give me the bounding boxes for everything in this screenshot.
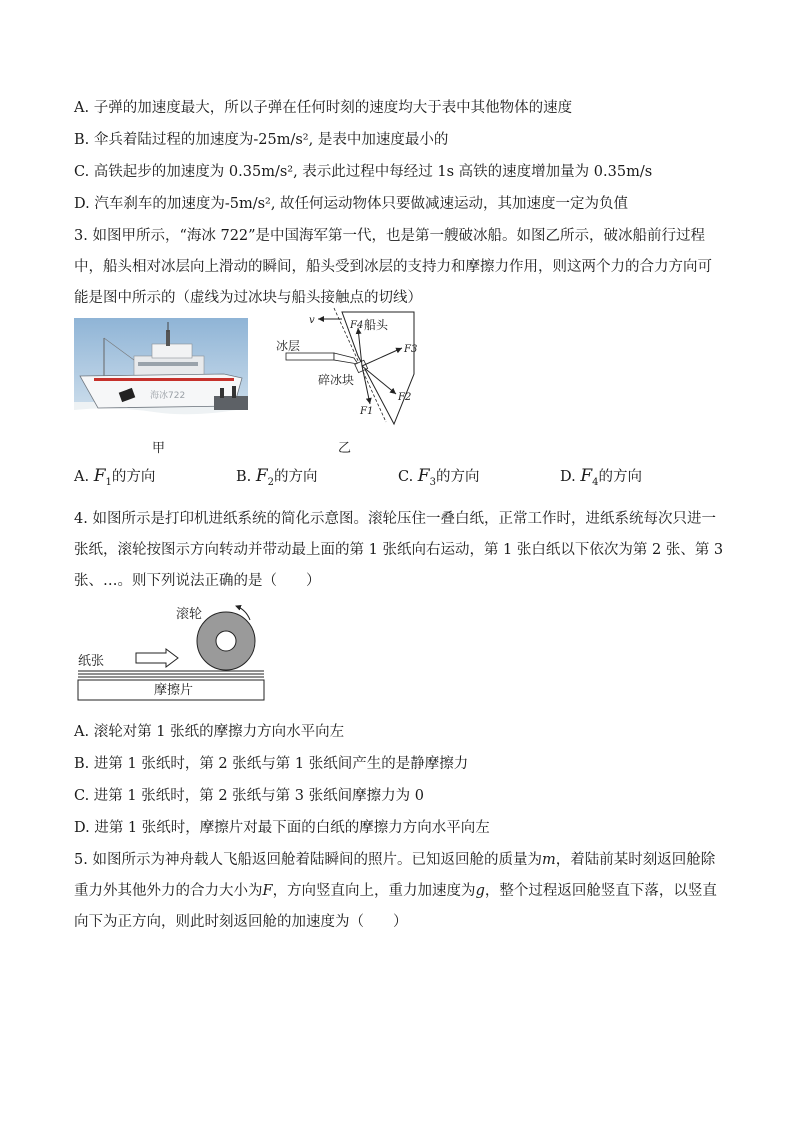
symbol-m: m — [541, 852, 556, 868]
svg-text:F4 — [349, 320, 363, 331]
prev-option-b: B. 伞兵着陆过程的加速度为-25m/s², 是表中加速度最小的 — [74, 132, 449, 148]
roller-label: 滚轮 — [176, 607, 203, 622]
question-5-text: 5. 如图所示为神舟载人飞船返回舱着陆瞬间的照片。已知返回舱的质量为m，着陆前某时刻返回舱除重力外其他外力的合力大小为F，方向竖直向上，重力加速度为g，整个过程返回舱竖直下落，以竖直向下为正方向，则此时刻返回舱的加速度为（ ） — [74, 852, 717, 930]
q4-option-b: B. 进第 1 张纸时，第 2 张纸与第 1 张纸间产生的是静摩擦力 — [74, 756, 469, 772]
force-f2-label: F2 — [398, 392, 412, 403]
photo-caption-jia: 甲 — [152, 441, 166, 456]
icebreaker-photo — [74, 318, 248, 430]
prev-option-d: D. 汽车刹车的加速度为-5m/s², 故任何运动物体只要做减速运动，其加速度一定为负值 — [74, 196, 629, 212]
symbol-g: g — [475, 883, 485, 899]
force-diagram — [272, 306, 442, 428]
printer-feed-diagram — [74, 598, 270, 710]
symbol-F: F — [262, 883, 273, 899]
q3-option-a: A. $F_1$的方向 — [74, 466, 156, 488]
prev-option-a: A. 子弹的加速度最大，所以子弹在任何时刻的速度均大于表中其他物体的速度 — [74, 100, 573, 116]
q3-option-c: C. $F_3$的方向 — [398, 466, 480, 488]
q4-option-d: D. 进第 1 张纸时，摩擦片对最下面的白纸的摩擦力方向水平向左 — [74, 820, 490, 836]
question-4-text: 4. 如图所示是打印机进纸系统的简化示意图。滚轮压住一叠白纸，正常工作时，进纸系统每次只进一张纸，滚轮按图示方向转动并带动最上面的第 1 张纸向右运动，第 1 张白纸以下依次为第 2 张、第 3 张、…。则下列说法正确的是（ ） — [74, 511, 724, 589]
q4-option-c: C. 进第 1 张纸时，第 2 张纸与第 3 张纸间摩擦力为 0 — [74, 788, 424, 804]
q4-option-a: A. 滚轮对第 1 张纸的摩擦力方向水平向左 — [74, 724, 345, 740]
diagram-caption-yi: 乙 — [338, 441, 352, 456]
question-3-text: 3. 如图甲所示，“海冰 722”是中国海军第一代，也是第一艘破冰船。如图乙所示，破冰船前行过程中，船头相对冰层向上滑动的瞬间，船头受到冰层的支持力和摩擦力作用，则这两个力的合力方向可能是图中所示的（虚线为过冰块与船头接触点的切线） — [74, 228, 712, 306]
prev-option-c: C. 高铁起步的加速度为 0.35m/s², 表示此过程中每经过 1s 高铁的速度增加量为 0.35m/s — [74, 164, 653, 180]
velocity-label: v — [309, 315, 315, 326]
q3-option-d: D. $F_4$的方向 — [560, 466, 642, 488]
ice-layer-label: 冰层 — [276, 339, 301, 353]
q3-option-b: B. $F_2$的方向 — [236, 466, 318, 488]
broken-ice-label: 碎冰块 — [318, 373, 355, 387]
friction-pad-label: 摩擦片 — [154, 683, 194, 698]
force-f4-label: F4 — [350, 320, 364, 331]
force-f1-label: F1 — [360, 406, 374, 417]
force-f3-label: F3 — [404, 344, 418, 355]
bow-label: 船头 — [364, 318, 389, 332]
ship-hull-number: 海冰722 — [150, 391, 186, 401]
paper-label: 纸张 — [78, 654, 105, 669]
